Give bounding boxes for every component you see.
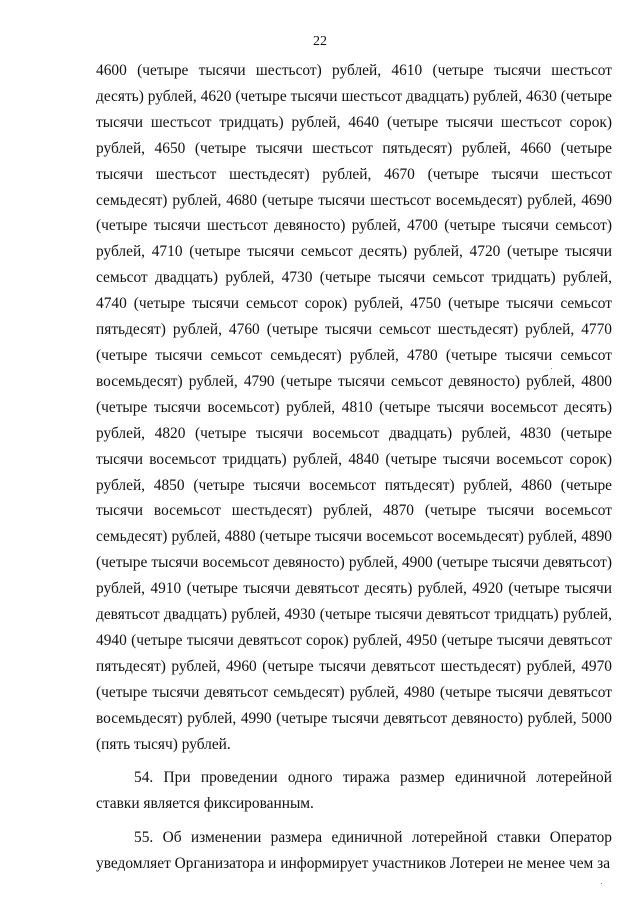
paragraph-55: 55. Об изменении размера единичной лотерейной ставки Оператор уведомляет Организатора и информирует участников Лотереи не менее чем за [96, 829, 612, 873]
document-body [96, 58, 612, 877]
page-number: 22 [313, 34, 327, 49]
scan-speck [601, 883, 602, 884]
paragraph-prize-amounts: 4600 (четыре тысячи шестьсот) рублей, 4610 (четыре тысячи шестьсот десять) рублей, 4620 (четыре тысячи шестьсот двадцать) рублей, 4630 (четыре тысячи шестьсот тридцать) рублей, 4640 (четыре тысячи шестьсот сорок) рублей, 4650 (четыре тысячи шестьсот пятьдесят) рублей, 4660 (четыре тысячи шестьсот шестьдесят) рублей, 4670 (четыре тысячи шестьсот семьдесят) рублей, 4680 (четыре тысячи шестьсот восемьдесят) рублей, 4690 (четыре тысячи шестьсот девяносто) рублей, 4700 (четыре тысячи семьсот) рублей, 4710 (четыре тысячи семьсот десять) рублей, 4720 (четыре тысячи семьсот двадцать) рублей, 4730 (четыре тысячи семьсот тридцать) рублей, 4740 (четыре тысячи семьсот сорок) рублей, 4750 (четыре тысячи семьсот пятьдесят) рублей, 4760 (четыре тысячи семьсот шестьдесят) рублей, 4770 (четыре тысячи семьсот семьдесят) рублей, 4780 (четыре тысячи семьсот восемьдесят) рублей, 4790 (четыре тысячи семьсот девяносто) рублей, 4800 (четыре тысячи восемьсот) рублей, 4810 (четыре тысячи восемьсот десять) рублей, 4820 (четыре тысячи восемьсот двадцать) рублей, 4830 (четыре тысячи восемьсот тридцать) рублей, 4840 (четыре тысячи восемьсот сорок) рублей, 4850 (четыре тысячи восемьсот пятьдесят) рублей, 4860 (четыре тысячи восемьсот шестьдесят) рублей, 4870 (четыре тысячи восемьсот семьдесят) рублей, 4880 (четыре тысячи восемьсот восемьдесят) рублей, 4890 (четыре тысячи восемьсот девяносто) рублей, 4900 (четыре тысячи девятьсот) рублей, 4910 (четыре тысячи девятьсот десять) рублей, 4920 (четыре тысячи девятьсот двадцать) рублей, 4930 (четыре тысячи девятьсот тридцать) рублей, 4940 (четыре тысячи девятьсот сорок) рублей, 4950 (четыре тысячи девятьсот пятьдесят) рублей, 4960 (четыре тысячи девятьсот шестьдесят) рублей, 4970 (четыре тысячи девятьсот семьдесят) рублей, 4980 (четыре тысячи девятьсот восемьдесят) рублей, 4990 (четыре тысячи девятьсот девяносто) рублей, 5000 (пять тысяч) рублей. [96, 62, 612, 753]
paragraph-54: 54. При проведении одного тиража размер единичной лотерейной ставки является фиксированным. [96, 769, 612, 813]
scan-speck [551, 368, 552, 369]
